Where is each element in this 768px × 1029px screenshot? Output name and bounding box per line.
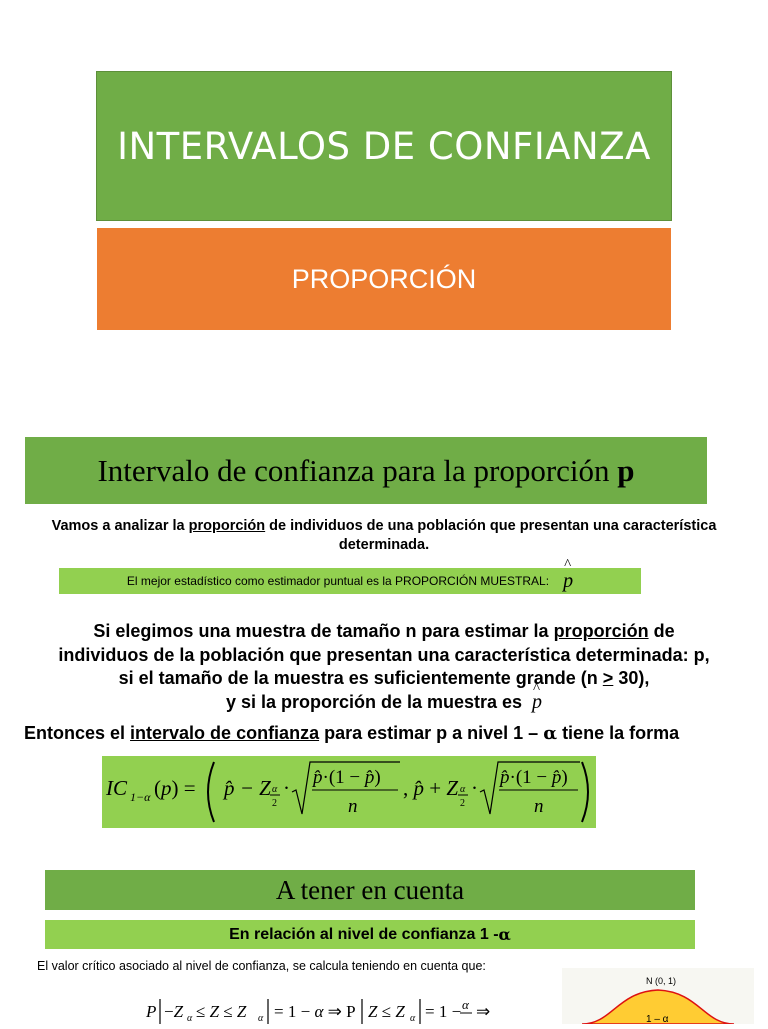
para-line-1b: de (648, 621, 675, 641)
confidence-level-text: En relación al nivel de confianza 1 - (229, 925, 499, 943)
then-text-c: tiene la forma (557, 723, 680, 743)
estimator-text: El mejor estadístico como estimador puntual es la PROPORCIÓN MUESTRAL: (126, 574, 550, 588)
intro-text-1: Vamos a analizar la (51, 518, 189, 534)
svg-text:−Z: −Z (164, 1002, 184, 1021)
curve-center-label: 1 – α (646, 1014, 669, 1024)
curve-label: N (0, 1) (646, 976, 677, 986)
svg-text:⇒: ⇒ (476, 1002, 491, 1021)
intro-paragraph (40, 517, 728, 555)
then-text-b: para estimar p a nivel 1 – (319, 723, 544, 743)
slide-title: INTERVALOS DE CONFIANZA (117, 124, 651, 168)
subtitle-banner (97, 228, 671, 330)
svg-text:α: α (258, 1013, 264, 1024)
svg-text:α: α (462, 997, 469, 1012)
body-paragraph (8, 620, 760, 714)
para-line-1-underlined: proporción (553, 621, 649, 641)
svg-text:·: · (283, 776, 290, 800)
svg-text:≤ Z ≤ Z: ≤ Z ≤ Z (196, 1002, 247, 1021)
para-line-1a: Si elegimos una muestra de tamaño n para estimar la (93, 621, 554, 641)
slide-subtitle: PROPORCIÓN (291, 263, 477, 294)
confidence-interval-formula (102, 756, 596, 828)
svg-text:·: · (471, 776, 478, 800)
svg-text:IC: IC (106, 776, 127, 800)
para-line-4 (8, 691, 760, 715)
section-heading (97, 453, 634, 489)
title-banner (96, 71, 672, 221)
section-heading-p: p (617, 452, 635, 488)
svg-text:, p̂ + Z: , p̂ + Z (403, 776, 459, 800)
para-line-2: individuos de la población que presentan una característica determinada: p, (58, 644, 710, 665)
section-heading-banner (25, 437, 707, 504)
alpha-symbol-2: α (498, 925, 511, 944)
svg-text:p̂·(1 − p̂): p̂·(1 − p̂) (500, 767, 568, 788)
alpha-symbol: α (543, 723, 558, 744)
then-underlined: intervalo de confianza (130, 723, 320, 743)
section-heading-text: Intervalo de confianza para la proporción (97, 452, 618, 488)
svg-text:(p) =: (p) = (154, 776, 196, 800)
intro-text-2: de individuos de una población que presentan una característica determinada. (265, 518, 717, 553)
svg-text:Z ≤ Z: Z ≤ Z (368, 1002, 405, 1021)
svg-text:P: P (146, 1002, 157, 1021)
critical-value-text: El valor crítico asociado al nivel de confianza, se calcula teniendo en cuenta que: (37, 959, 486, 973)
svg-text:α: α (410, 1013, 416, 1024)
svg-text:α: α (187, 1013, 193, 1024)
para-line-3 (8, 667, 760, 691)
p-hat-symbol: ^ p (563, 570, 573, 593)
intro-underlined: proporción (188, 518, 266, 534)
keep-in-mind-banner (45, 870, 695, 910)
svg-text:2: 2 (272, 798, 277, 809)
svg-text:p̂ − Z: p̂ − Z (224, 776, 271, 800)
keep-in-mind-heading: A tener en cuenta (275, 874, 465, 905)
normal-curve-figure (562, 968, 754, 1024)
para-line-4-text: y si la proporción de la muestra es (225, 691, 523, 712)
interval-intro-line (24, 723, 754, 744)
then-text-a: Entonces el (24, 723, 131, 743)
svg-text:1−α: 1−α (130, 790, 151, 804)
para-line-1 (8, 620, 760, 644)
svg-text:n: n (348, 796, 358, 817)
svg-text:α: α (460, 784, 466, 795)
svg-text:α: α (272, 784, 278, 795)
svg-text:p̂·(1 − p̂): p̂·(1 − p̂) (313, 767, 381, 788)
svg-text:= 1 − α ⇒ P: = 1 − α ⇒ P (274, 1002, 356, 1021)
estimator-banner (59, 568, 641, 594)
svg-text:= 1 −: = 1 − (425, 1002, 462, 1021)
svg-text:n: n (534, 796, 544, 817)
para-line-3b: 30), (613, 668, 650, 688)
svg-text:2: 2 (460, 798, 465, 809)
para-line-3-underlined: > (602, 668, 614, 688)
confidence-level-banner (45, 920, 695, 949)
para-line-3a: si el tamaño de la muestra es suficientemente grande (n (118, 668, 603, 688)
p-hat-symbol-2: ^ p (532, 691, 542, 715)
